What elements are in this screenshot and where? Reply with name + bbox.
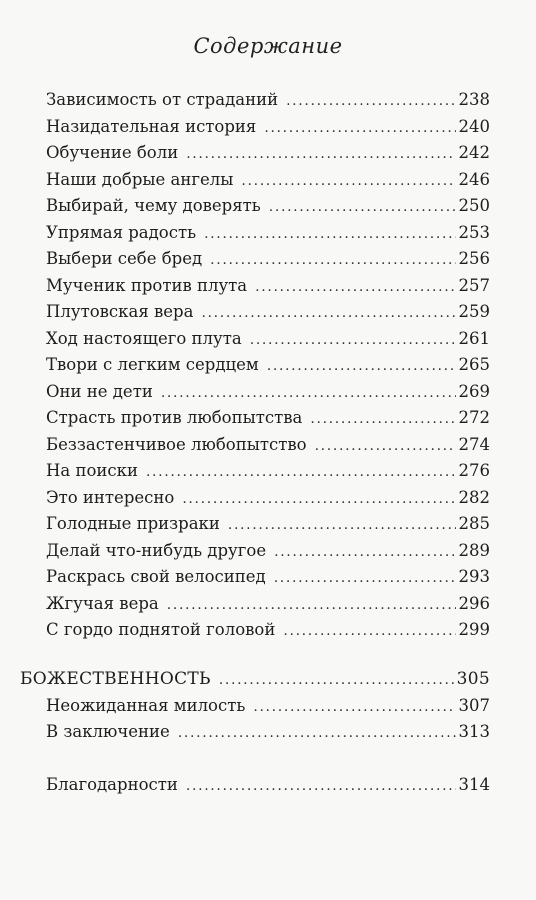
dot-leader: [186, 144, 455, 164]
toc-entry-page: 261: [458, 328, 490, 348]
dot-leader: [310, 409, 455, 429]
toc-entry: [46, 249, 490, 270]
dot-leader: [182, 489, 455, 509]
toc-entry-label: Жгучая вера: [46, 593, 159, 613]
toc-entry-page: 259: [458, 302, 490, 321]
dot-leader: [274, 568, 456, 588]
toc-entry-page: 307: [458, 696, 490, 715]
toc-entry: [46, 143, 490, 164]
toc-entry-label: С гордо поднятой головой: [46, 620, 276, 639]
dot-leader: [250, 330, 456, 350]
toc-entry-label: Это интересно: [46, 487, 175, 507]
toc-entry-label: Плутовская вера: [46, 302, 194, 321]
toc-entry: [46, 90, 490, 111]
dot-leader: [267, 356, 456, 376]
toc-acknowledgements: [46, 775, 490, 796]
dot-leader: [269, 197, 456, 217]
dot-leader: [186, 776, 456, 796]
dot-leader: [264, 118, 455, 138]
toc-entry-label: В заключение: [46, 722, 170, 741]
toc-entry: [46, 329, 490, 350]
dot-leader: [228, 515, 456, 535]
toc-entry: [46, 117, 490, 138]
dot-leader: [274, 542, 455, 562]
toc-entry-page: 313: [458, 722, 490, 741]
toc-entry-page: 296: [458, 593, 490, 613]
toc-entry-page: 269: [458, 381, 490, 401]
toc-entry-label: Голодные призраки: [46, 514, 220, 533]
toc-entry-label: Ход настоящего плута: [46, 328, 242, 348]
dot-leader: [241, 171, 455, 191]
toc-entry-page: 282: [458, 487, 490, 507]
toc-entry: [46, 302, 490, 323]
toc-entry-label: Твори с легким сердцем: [46, 355, 259, 374]
toc-entry-page: 272: [458, 408, 490, 427]
toc-entry-label: Страсть против любопытства: [46, 408, 303, 427]
toc-entry-label: Зависимость от страданий: [46, 90, 279, 109]
dot-leader: [219, 670, 454, 690]
dot-leader: [167, 595, 456, 615]
toc-entry-page: 289: [458, 540, 490, 560]
toc-entry: [46, 408, 490, 429]
toc-entry: [46, 170, 490, 191]
toc-section-label: БОЖЕСТВЕННОСТЬ: [20, 669, 211, 689]
toc-entry: [46, 223, 490, 244]
toc-entry-label: Они не дети: [46, 381, 153, 401]
dot-leader: [286, 91, 455, 111]
toc-entry-label: Раскрась свой велосипед: [46, 567, 266, 586]
toc-entry: [46, 382, 490, 403]
toc-entry: [46, 488, 490, 509]
toc-entry-page: 253: [458, 222, 490, 242]
dot-leader: [201, 303, 455, 323]
toc-entry-page: 257: [458, 275, 490, 295]
toc-entry-page: 293: [458, 567, 490, 586]
toc-entry-label: Наши добрые ангелы: [46, 169, 234, 189]
dot-leader: [255, 277, 455, 297]
toc-entry-label: Неожиданная милость: [46, 696, 246, 715]
toc-entry-label: На поиски: [46, 461, 138, 480]
toc-entry-page: 246: [458, 169, 490, 189]
page-title: Содержание: [193, 34, 343, 58]
dot-leader: [146, 462, 456, 482]
toc-entry-label: Мученик против плута: [46, 275, 248, 295]
dot-leader: [283, 621, 455, 641]
dot-leader: [253, 697, 455, 717]
toc-entry-label: Назидательная история: [46, 116, 257, 136]
toc-section-page: 305: [456, 669, 490, 689]
toc-entry-page: 276: [458, 461, 490, 480]
toc-entry-label: Упрямая радость: [46, 222, 197, 242]
toc-entry: [46, 196, 490, 217]
toc-entry: [46, 722, 490, 743]
toc-entry: [46, 461, 490, 482]
toc-entry: [46, 435, 490, 456]
toc-entry-page: 250: [458, 196, 490, 215]
toc-entry: [46, 567, 490, 588]
toc-entry-page: 240: [458, 116, 490, 136]
toc-section: [20, 669, 490, 690]
toc-entry-label: Делай что-нибудь другое: [46, 540, 267, 560]
dot-leader: [204, 224, 455, 244]
toc-entry-page: 238: [458, 90, 490, 109]
toc-entry-label: Обучение боли: [46, 143, 179, 162]
dot-leader: [178, 723, 456, 743]
dot-leader: [315, 436, 456, 456]
toc-entry-page: 265: [458, 355, 490, 374]
toc-entry-page: 299: [458, 620, 490, 639]
dot-leader: [210, 250, 455, 270]
toc-entry: [46, 696, 490, 717]
toc-entry: [46, 355, 490, 376]
toc-entry-page: 285: [458, 514, 490, 533]
toc-entry-page: 314: [458, 775, 490, 794]
toc-entry-page: 274: [458, 434, 490, 454]
toc-entry-label: Выбирай, чему доверять: [46, 196, 261, 215]
toc-entry: [46, 620, 490, 641]
toc-entry: [46, 541, 490, 562]
toc-entry: [46, 276, 490, 297]
toc-entry: [46, 514, 490, 535]
toc-entry: [46, 594, 490, 615]
dot-leader: [161, 383, 456, 403]
toc-entry-label: Беззастенчивое любопытство: [46, 434, 307, 454]
toc-entry-label: Выбери себе бред: [46, 249, 203, 268]
toc-entry-page: 242: [458, 143, 490, 162]
toc-entry-page: 256: [458, 249, 490, 268]
toc-entry-label: Благодарности: [46, 775, 178, 794]
